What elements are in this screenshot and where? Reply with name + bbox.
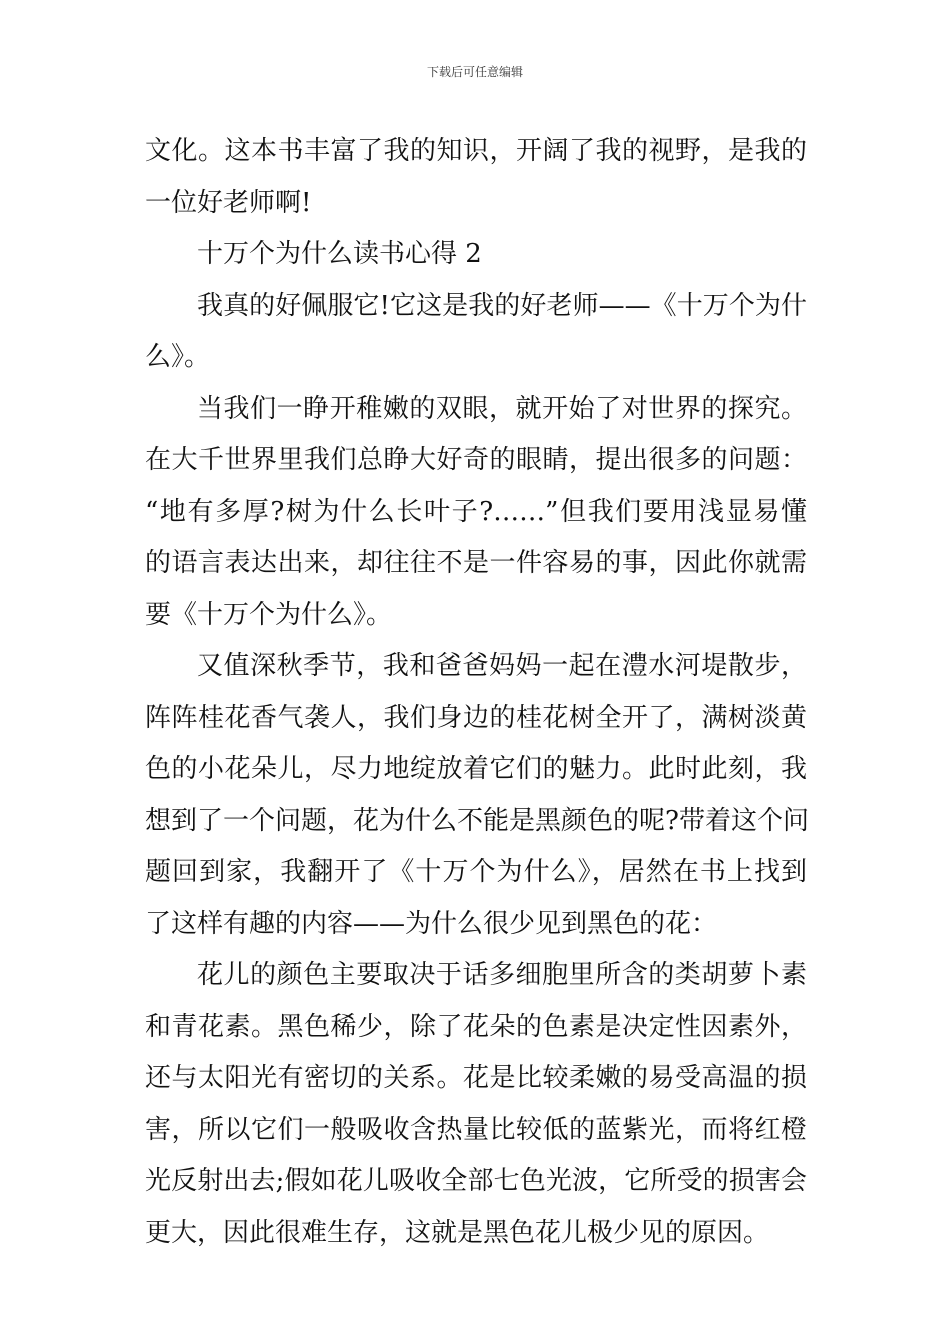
text-line: 我真的好佩服它!它这是我的好老师——《十万个为什 (197, 290, 807, 321)
text-line: 光反射出去;假如花儿吸收全部七色光波，它所受的损害会 (145, 1166, 807, 1196)
text-line: 阵阵桂花香气袭人，我们身边的桂花树全开了，满树淡黄 (145, 702, 807, 733)
text-line: 又值深秋季节，我和爸爸妈妈一起在澧水河堤散步， (197, 651, 807, 681)
page-header: 下载后可任意编辑 (426, 65, 523, 79)
text-line: 要《十万个为什么》。 (145, 599, 393, 630)
text-line: “地有多厚?树为什么长叶子?……”但我们要用浅显易懂 (145, 496, 807, 527)
text-line: 文化。这本书丰富了我的知识，开阔了我的视野，是我的 (145, 136, 807, 166)
text-line: 的语言表达出来，却往往不是一件容易的事，因此你就需 (145, 548, 807, 578)
text-line: 害，所以它们一般吸收含热量比较低的蓝紫光，而将红橙 (145, 1114, 807, 1145)
text-line: 了这样有趣的内容——为什么很少见到黑色的花： (145, 908, 718, 939)
text-line: 还与太阳光有密切的关系。花是比较柔嫩的易受高温的损 (145, 1063, 807, 1093)
text-line: 和青花素。黑色稀少，除了花朵的色素是决定性因素外， (145, 1011, 807, 1042)
text-line: 当我们一睁开稚嫩的双眼，就开始了对世界的探究。 (197, 393, 807, 424)
text-line: 题回到家，我翻开了《十万个为什么》，居然在书上找到 (145, 857, 807, 887)
text-line: 色的小花朵儿，尽力地绽放着它们的魅力。此时此刻，我 (145, 754, 807, 784)
text-line: 在大千世界里我们总睁大好奇的眼睛，提出很多的问题： (145, 445, 807, 475)
text-line: 花儿的颜色主要取决于话多细胞里所含的类胡萝卜素 (197, 960, 807, 990)
section-heading: 十万个为什么读书心得 2 (197, 239, 482, 269)
text-line: 更大，因此很难生存，这就是黑色花儿极少见的原因。 (145, 1217, 770, 1248)
text-line: 想到了一个问题，花为什么不能是黑颜色的呢?带着这个问 (145, 805, 809, 836)
text-line: 么》。 (145, 342, 211, 372)
text-line: 一位好老师啊! (145, 187, 312, 218)
document-body (145, 126, 807, 1259)
